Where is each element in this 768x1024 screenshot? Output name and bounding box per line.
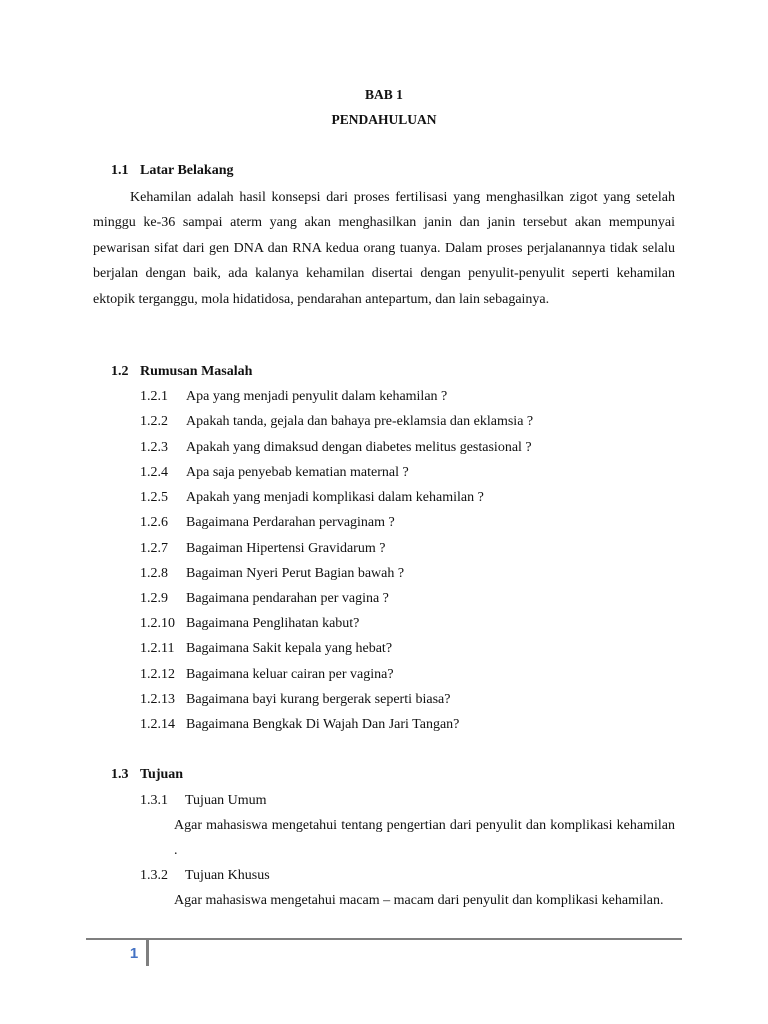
problem-item — [140, 616, 359, 632]
section-heading-latar-belakang — [111, 163, 233, 179]
problem-item-number: 1.2.3 — [140, 440, 168, 455]
problem-item-text: Apakah yang dimaksud dengan diabetes melitus gestasional ? — [186, 440, 532, 455]
problem-item-number: 1.2.14 — [140, 717, 175, 732]
problem-item-number: 1.2.2 — [140, 414, 168, 429]
problem-item — [140, 440, 532, 456]
problem-item-text: Bagaimana bayi kurang bergerak seperti biasa? — [186, 692, 451, 707]
footer-divider — [146, 940, 149, 966]
problem-item-number: 1.2.9 — [140, 591, 168, 606]
background-paragraph — [93, 185, 675, 312]
problem-item-number: 1.2.13 — [140, 692, 175, 707]
problem-item-number: 1.2.8 — [140, 566, 168, 581]
problem-item-number: 1.2.1 — [140, 389, 168, 404]
problem-item-text: Apa yang menjadi penyulit dalam kehamilan ? — [186, 389, 448, 404]
section-number: 1.1 — [111, 163, 129, 178]
problem-item-text: Bagaimana pendarahan per vagina ? — [186, 591, 389, 606]
problem-item — [140, 465, 409, 481]
page-number: 1 — [129, 945, 139, 962]
problem-item-text: Apakah yang menjadi komplikasi dalam kehamilan ? — [186, 490, 484, 505]
problem-item-number: 1.2.12 — [140, 667, 175, 682]
section-title: Tujuan — [140, 767, 184, 782]
problem-item — [140, 667, 394, 683]
problem-item — [140, 414, 533, 430]
problem-item — [140, 591, 389, 607]
footer-rule — [86, 938, 682, 940]
problem-item — [140, 717, 459, 733]
subsection-number: 1.3.1 — [140, 793, 168, 808]
chapter-number: BAB 1 — [365, 87, 403, 102]
specific-objective-paragraph: Agar mahasiswa mengetahui macam – macam dari penyulit dan komplikasi kehamilan. — [174, 893, 664, 908]
problem-item-number: 1.2.7 — [140, 541, 168, 556]
problem-item-text: Apa saja penyebab kematian maternal ? — [186, 465, 409, 480]
problem-item — [140, 389, 447, 405]
section-title: Latar Belakang — [140, 163, 234, 178]
problem-item — [140, 566, 404, 582]
section-heading-rumusan-masalah — [111, 364, 252, 380]
problem-item-text: Bagaimana Perdarahan pervaginam ? — [186, 515, 395, 530]
general-objective-paragraph: Agar mahasiswa mengetahui tentang pengertian dari penyulit dan komplikasi kehamilan . — [174, 818, 675, 859]
problem-item — [140, 692, 450, 708]
subsection-title: Tujuan Umum — [185, 793, 267, 808]
problem-item-text: Bagaimana Penglihatan kabut? — [186, 616, 360, 631]
problem-item — [140, 490, 484, 506]
subsection-number: 1.3.2 — [140, 868, 168, 883]
problem-item-text: Apakah tanda, gejala dan bahaya pre-eklamsia dan eklamsia ? — [186, 414, 534, 429]
section-heading-tujuan — [111, 767, 183, 783]
problem-item-text: Bagaimana Bengkak Di Wajah Dan Jari Tangan? — [186, 717, 460, 732]
problem-item-number: 1.2.10 — [140, 616, 175, 631]
problem-item-number: 1.2.4 — [140, 465, 168, 480]
section-title: Rumusan Masalah — [140, 364, 253, 379]
problem-item — [140, 641, 392, 657]
subsection-heading-tujuan-khusus — [140, 868, 270, 884]
section-number: 1.3 — [111, 767, 129, 782]
subsection-heading-tujuan-umum — [140, 793, 267, 809]
problem-item-number: 1.2.5 — [140, 490, 168, 505]
problem-item-number: 1.2.11 — [140, 641, 175, 656]
background-paragraph-text: Kehamilan adalah hasil konsepsi dari proses fertilisasi yang menghasilkan zigot yang setelah minggu ke-36 sampai aterm yang akan menghasilkan janin dan janin tersebut akan mempunyai pewarisan sifat dari gen DNA dan RNA kedua orang tuanya. Dalam proses perjalanannya tidak selalu berjalan dengan baik, ada kalanya kehamilan disertai dengan penyulit-penyulit seperti kehamilan ektopik terganggu, mola hidatidosa, pendarahan antepartum, dan lain sebagainya. — [93, 190, 675, 307]
problem-item-text: Bagaiman Hipertensi Gravidarum ? — [186, 541, 386, 556]
problem-item — [140, 515, 395, 531]
problem-item-text: Bagaimana keluar cairan per vagina? — [186, 667, 394, 682]
problem-item — [140, 541, 385, 557]
problem-item-text: Bagaiman Nyeri Perut Bagian bawah ? — [186, 566, 405, 581]
chapter-title: PENDAHULUAN — [331, 112, 437, 127]
subsection-title: Tujuan Khusus — [185, 868, 270, 883]
problem-item-text: Bagaimana Sakit kepala yang hebat? — [186, 641, 393, 656]
problem-item-number: 1.2.6 — [140, 515, 168, 530]
section-number: 1.2 — [111, 364, 129, 379]
